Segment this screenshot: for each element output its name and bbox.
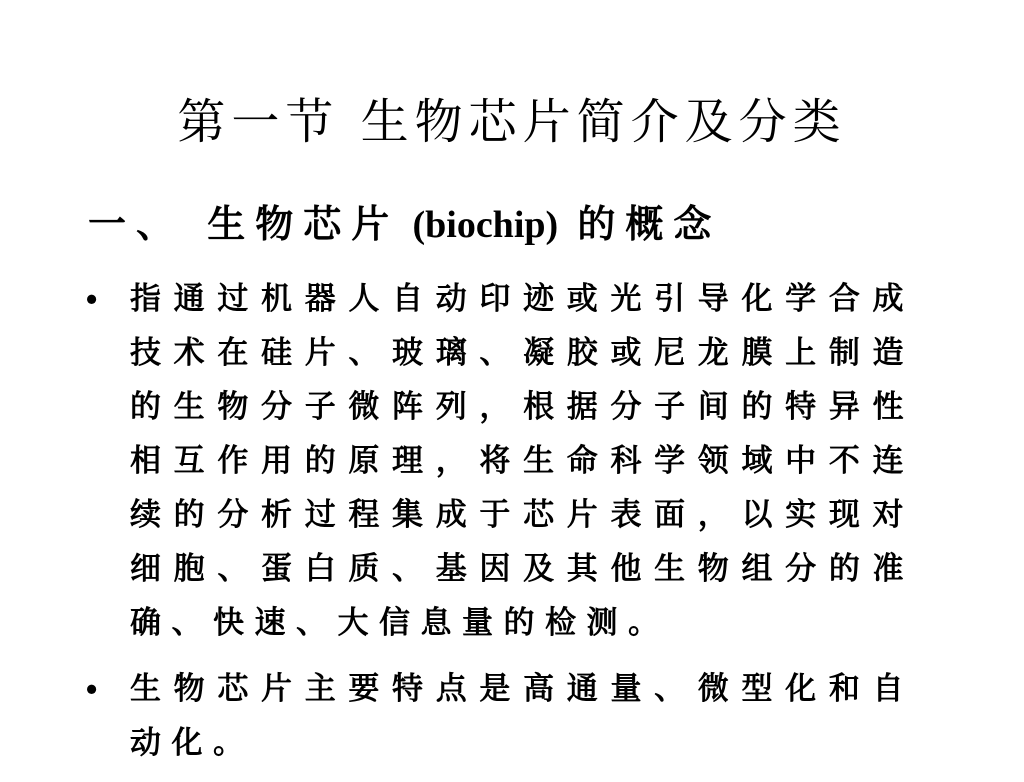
section-heading-term: (biochip) [412,204,559,246]
bullet-text-definition: 指通过机器人自动印迹或光引导化学合成技术在硅片、玻璃、凝胶或尼龙膜上制造的生物分子微阵列，根据分子间的特异性相互作用的原理，将生命科学领域中不连续的分析过程集成于芯片表面，以实现对细胞、蛋白质、基因及其他生物组分的准确、快速、大信息量的检测。 [130,281,914,641]
section-heading [88,196,721,253]
bullet-marker: • [86,671,98,707]
slide-title: 第一节 生物芯片简介及分类 [177,94,847,150]
bullet-list [84,272,914,782]
bullet-marker: • [86,281,98,317]
bullet-text-features: 生物芯片主要特点是高通量、微型化和自动化。 [130,671,914,761]
section-heading-prefix: 一、 生物芯片 [88,201,400,246]
bullet-item-definition [84,272,914,650]
bullet-item-features [84,662,914,770]
section-heading-suffix: 的概念 [577,201,722,246]
